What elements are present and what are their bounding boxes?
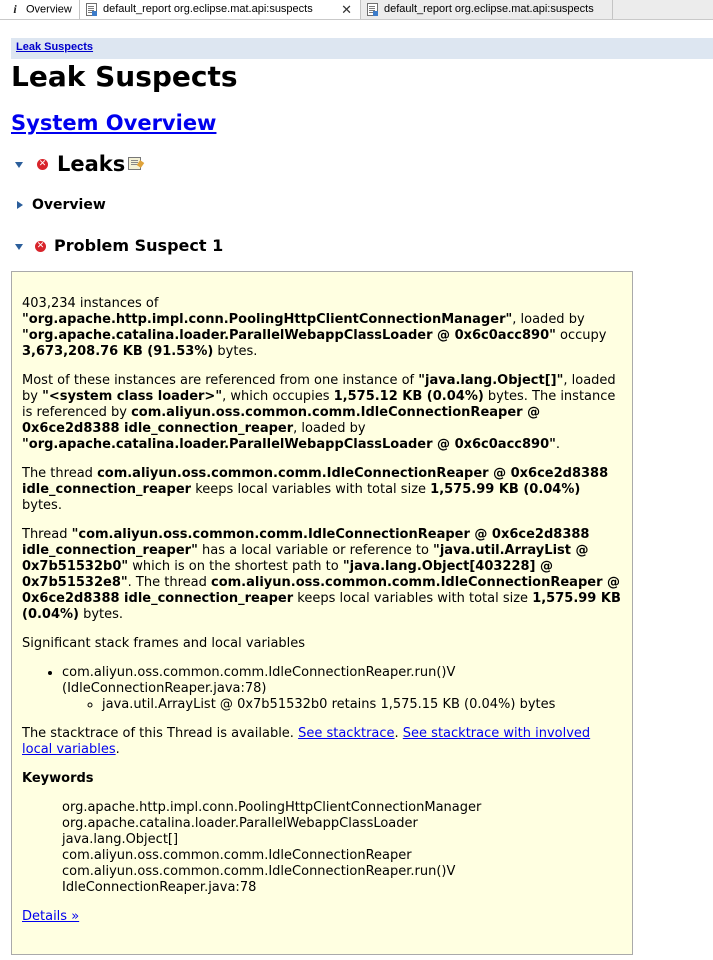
list-item: • com.aliyun.oss.common.comm.IdleConnectionReaper.run()V (IdleConnectionReaper.java:78) ◦ java.util.ArrayList @ 0x7b51532b0 retains 1,575.15 KB (0.04%) bytes [62,665,624,713]
editor-tab-bar [0,0,713,20]
tab-default-report[interactable] [361,0,613,19]
suspect-summary: 403,234 instances of "org.apache.http.impl.conn.PoolingHttpClientConnectionManager", loaded by "org.apache.catalina.loader.ParallelWebappClassLoader @ 0x6c0acc890" occupy 3,673,208.76 KB (91.53%) bytes. [22,296,607,359]
see-stacktrace-link[interactable]: See stacktrace [298,726,395,741]
page-title: Leak Suspects [11,60,238,93]
tab-default-report-active[interactable] [80,0,361,19]
stack-frames-heading: Significant stack frames and local variables [22,636,306,651]
expand-overview-icon[interactable] [17,201,23,209]
keyword-item: com.aliyun.oss.common.comm.IdleConnectionReaper [62,848,412,863]
keywords-list [62,800,624,896]
error-icon: ✕ [36,241,45,251]
keyword-item: IdleConnectionReaper.java:78 [62,880,257,895]
tab-report-label: default_report org.eclipse.mat.api:suspects [103,3,313,15]
thread-locals-paragraph: The thread com.aliyun.oss.common.comm.IdleConnectionReaper @ 0x6ce2d8388 idle_connection_reaper keeps local variables with total size 1,575.99 KB (0.04%) bytes. [22,466,609,513]
overview-heading: Overview [32,197,106,213]
error-icon: ✕ [38,159,47,169]
info-icon: i [13,2,17,16]
collapse-problem-suspect-icon[interactable] [15,244,23,250]
report-document-icon [367,3,378,16]
list-item: ◦ java.util.ArrayList @ 0x7b51532b0 retains 1,575.15 KB (0.04%) bytes [102,697,624,713]
problem-suspect-panel [11,271,633,955]
stacktrace-paragraph: The stacktrace of this Thread is available. See stacktrace. See stacktrace with involved local variables. [22,726,591,757]
breadcrumb [11,38,713,59]
details-link[interactable]: Details » [22,909,80,924]
problem-suspect-heading: Problem Suspect 1 [54,236,224,255]
keyword-item: org.apache.http.impl.conn.PoolingHttpClientConnectionManager [62,800,482,815]
breadcrumb-leak-suspects-link[interactable]: Leak Suspects [16,41,94,53]
stack-frames-list [22,665,624,713]
tab-overview[interactable] [0,0,80,19]
system-overview-link[interactable]: System Overview [11,111,217,135]
notepad-icon[interactable] [128,157,141,170]
keyword-item: org.apache.catalina.loader.ParallelWebappClassLoader [62,816,418,831]
see-stacktrace-locals-link[interactable]: See stacktrace with involved local variables [22,726,591,757]
keyword-item: com.aliyun.oss.common.comm.IdleConnectionReaper.run()V [62,864,456,879]
referenced-by-paragraph: Most of these instances are referenced from one instance of "java.lang.Object[]", loaded by "<system class loader>", which occupies 1,575.12 KB (0.04%) bytes. The instance is referenced by com.aliyun.oss.common.comm.IdleConnectionReaper @ 0x6ce2d8388 idle_connection_reaper, loaded by "org.apache.catalina.loader.ParallelWebappClassLoader @ 0x6c0acc890". [22,373,616,452]
tab-overview-label: Overview [26,3,72,16]
keywords-heading: Keywords [22,771,94,786]
close-tab-icon[interactable]: ✕ [341,2,352,17]
tab-report-label: default_report org.eclipse.mat.api:suspects [384,3,594,15]
leaks-heading: Leaks [57,152,126,176]
shortest-path-paragraph: Thread "com.aliyun.oss.common.comm.IdleConnectionReaper @ 0x6ce2d8388 idle_connection_reaper" has a local variable or reference to "java.util.ArrayList @ 0x7b51532b0" which is on the shortest path to "java.lang.Object[403228] @ 0x7b51532e8". The thread com.aliyun.oss.common.comm.IdleConnectionReaper @ 0x6ce2d8388 idle_connection_reaper keeps local variables with total size 1,575.99 KB (0.04%) bytes. [22,527,621,622]
collapse-leaks-icon[interactable] [15,162,23,168]
report-document-icon [86,3,97,16]
keyword-item: java.lang.Object[] [62,832,179,847]
